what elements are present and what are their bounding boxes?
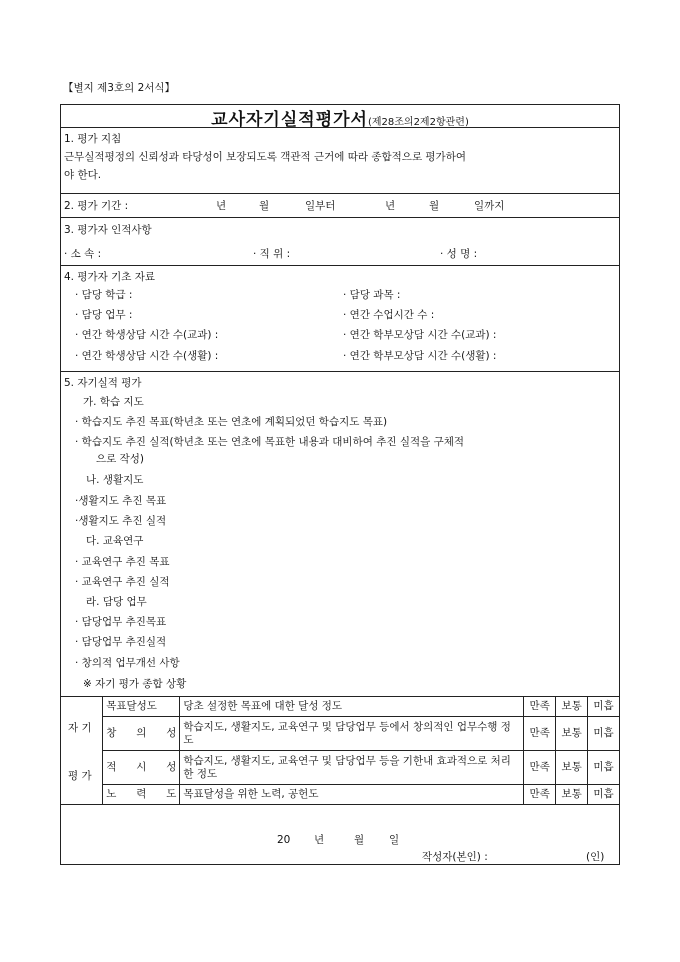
basic-right-0: · 담당 과목 : [343,289,401,301]
table-row [61,717,619,751]
basic-right-3: · 연간 학부모상담 시간 수(생활) : [343,350,497,362]
option-insufficient[interactable]: 미흡 [588,785,619,805]
option-insufficient[interactable]: 미흡 [588,717,619,751]
evaluation-form [60,104,620,865]
option-average[interactable]: 보통 [556,751,588,785]
section-personal-info [61,217,619,265]
basic-right-2: · 연간 학부모상담 시간 수(교과) : [343,329,497,341]
section-period [61,193,619,217]
learning-guidance-title: 가. 학습 지도 [83,396,144,408]
option-satisfied[interactable]: 만족 [524,697,556,717]
research-title: 다. 교육연구 [86,535,144,547]
option-satisfied[interactable]: 만족 [524,751,556,785]
option-satisfied[interactable]: 만족 [524,785,556,805]
option-insufficient[interactable]: 미흡 [588,751,619,785]
row-item: 노 력 도 [103,785,180,805]
basic-left-3: · 연간 학생상담 시간 수(생활) : [75,350,219,362]
period-day-to: 일까지 [474,200,505,212]
table-row [61,785,619,805]
duty-result: · 담당업무 추진실적 [75,636,167,648]
guideline-line-2: 야 한다. [64,169,102,181]
section-self-evaluation [61,371,619,865]
section-3-heading: 3. 평가자 인적사항 [64,224,152,236]
period-day-from: 일부터 [305,200,336,212]
duty-goal: · 담당업무 추진목표 [75,616,167,628]
learning-goal: · 학습지도 추진 목표(학년초 또는 연초에 계획되었던 학습지도 목표) [75,416,388,428]
form-title [61,105,619,130]
side-label-bottom: 평 가 [68,769,92,782]
duty-improvement: · 창의적 업무개선 사항 [75,657,180,669]
seal-mark: (인) [586,851,605,863]
date-year-prefix: 20 [277,834,291,846]
guideline-line-1: 근무실적평정의 신뢰성과 타당성이 보장되도록 객관적 근거에 따라 종합적으로 평가하여 [64,151,466,163]
table-row [61,697,619,717]
section-4-heading: 4. 평가자 기초 자료 [64,271,156,283]
option-average[interactable]: 보통 [556,717,588,751]
period-month-2: 월 [429,200,440,212]
row-item: 창 의 성 [103,717,180,751]
section-guidelines [61,127,619,193]
section-1-heading: 1. 평가 지침 [64,133,122,145]
form-label: 【별지 제3호의 2서식】 [63,82,176,94]
life-result: ·생활지도 추진 실적 [75,515,167,527]
period-year-2: 년 [385,200,396,212]
basic-left-2: · 연간 학생상담 시간 수(교과) : [75,329,219,341]
period-year-1: 년 [216,200,227,212]
learning-result-line-1: · 학습지도 추진 실적(학년초 또는 연초에 목표한 내용과 대비하여 추진 실적을 구체적 [75,436,465,448]
section-5-heading: 5. 자기실적 평가 [64,377,142,389]
research-goal: · 교육연구 추진 목표 [75,556,170,568]
option-average[interactable]: 보통 [556,785,588,805]
basic-left-0: · 담당 학급 : [75,289,133,301]
research-result: · 교육연구 추진 실적 [75,576,170,588]
affiliation-field: · 소 속 : [64,248,102,260]
table-row [61,751,619,785]
row-description: 목표달성을 위한 노력, 공헌도 [180,785,524,805]
duty-title: 라. 담당 업무 [86,596,147,608]
name-field: · 성 명 : [440,248,478,260]
self-eval-side-label [61,697,103,805]
date-month: 월 [354,834,365,846]
author-label: 작성자(본인) : [422,851,488,863]
life-goal: ·생활지도 추진 목표 [75,495,167,507]
summary-heading: ※ 자기 평가 종합 상황 [83,678,187,690]
period-label: 2. 평가 기간 : [64,200,129,212]
row-description: 당초 설정한 목표에 대한 달성 정도 [180,697,524,717]
option-satisfied[interactable]: 만족 [524,717,556,751]
self-evaluation-table [61,696,619,805]
period-month-1: 월 [259,200,270,212]
section-basic-data [61,265,619,371]
date-day: 일 [389,834,400,846]
learning-result-line-2: 으로 작성) [96,453,145,465]
row-description: 학습지도, 생활지도, 교육연구 및 담당업무 등에서 창의적인 업무수행 정도 [180,717,524,751]
basic-right-1: · 연간 수업시간 수 : [343,309,435,321]
option-average[interactable]: 보통 [556,697,588,717]
date-year: 년 [314,834,325,846]
basic-left-1: · 담당 업무 : [75,309,133,321]
row-item: 적 시 성 [103,751,180,785]
row-description: 학습지도, 생활지도, 교육연구 및 담당업무 등을 기한내 효과적으로 처리한 정도 [180,751,524,785]
side-label-top: 자 기 [68,721,92,734]
option-insufficient[interactable]: 미흡 [588,697,619,717]
row-item: 목표달성도 [103,697,180,717]
life-guidance-title: 나. 생활지도 [86,474,144,486]
title-main: 교사자기실적평가서 [211,110,368,130]
position-field: · 직 위 : [253,248,291,260]
title-sub: (제28조의2제2항관련) [367,117,469,128]
